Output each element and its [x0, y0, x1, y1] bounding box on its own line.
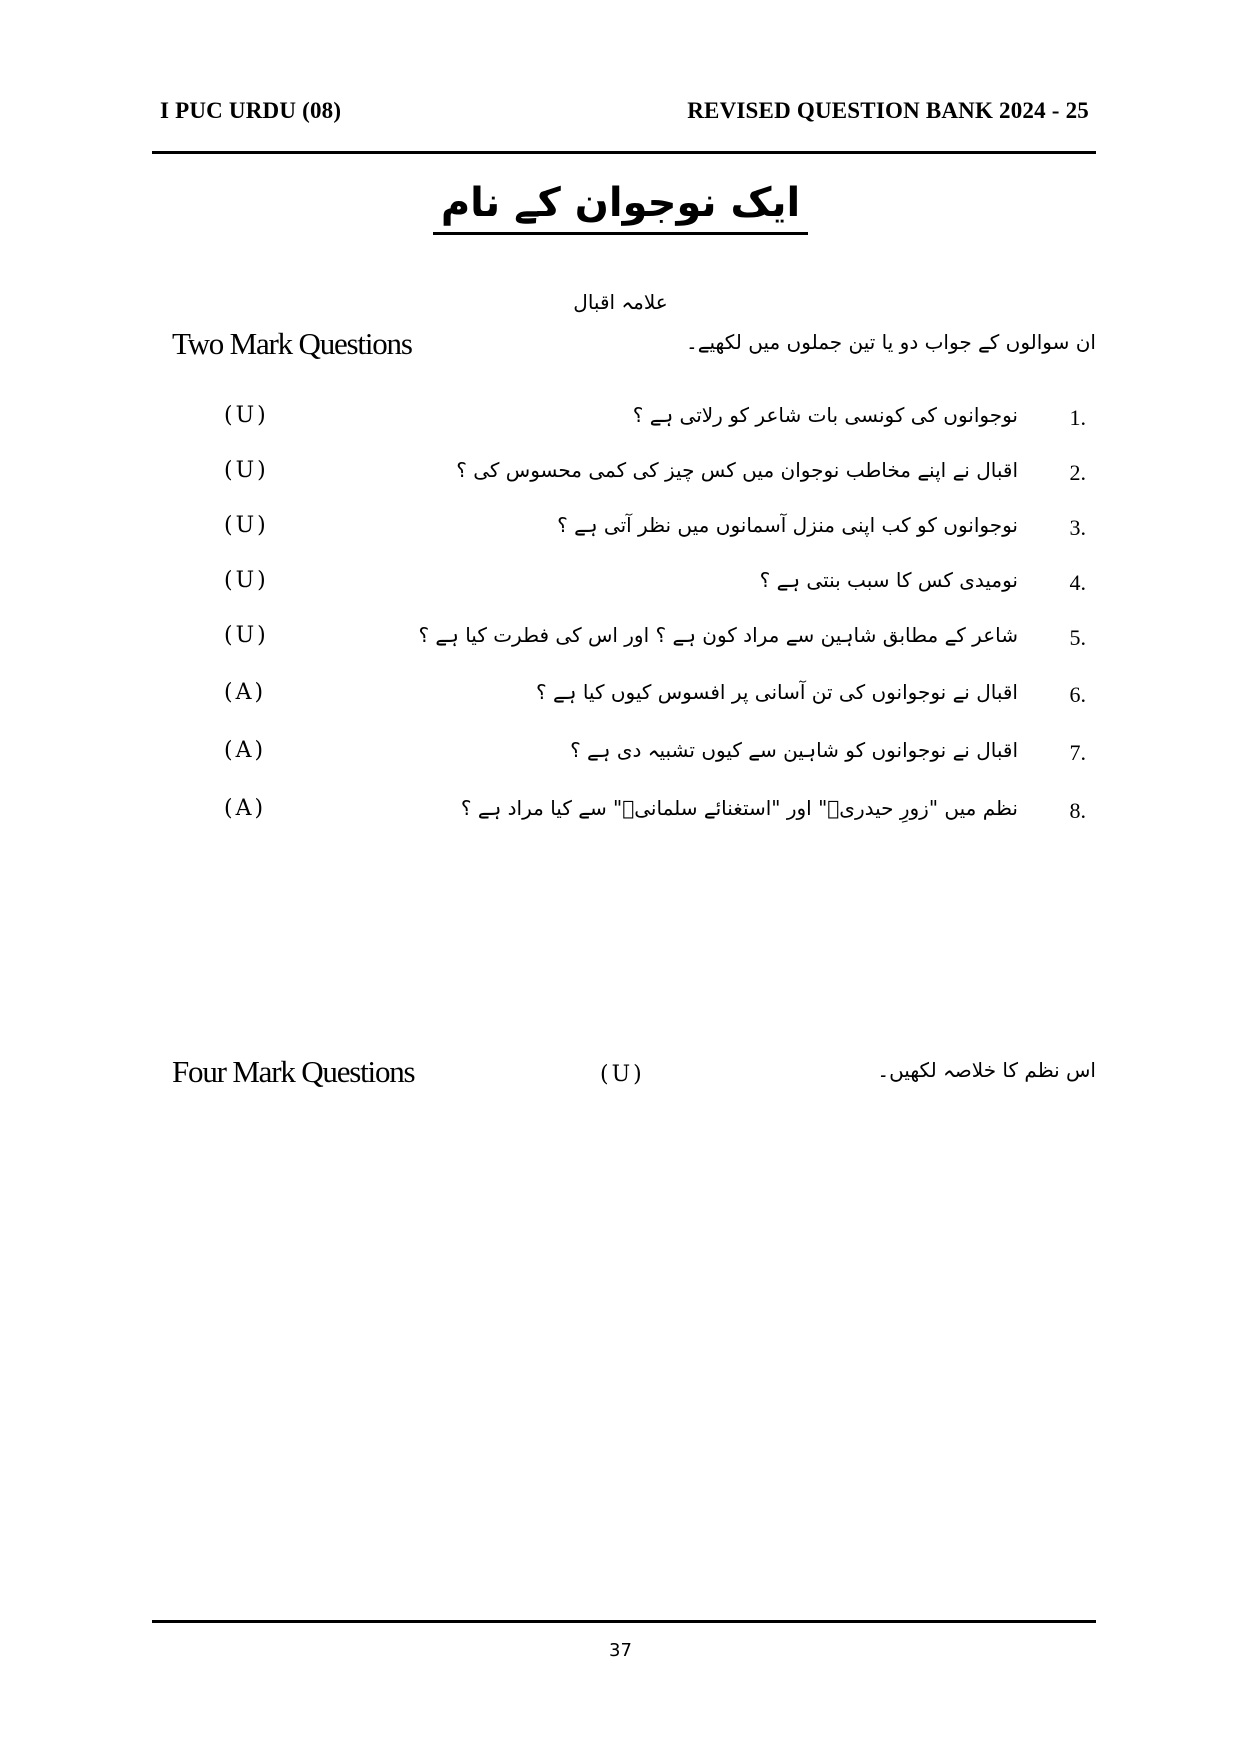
question-number: 8. — [1069, 798, 1086, 823]
question-text: شاعر کے مطابق شاہین سے مراد کون ہے ؟ اور اس کی فطرت کیا ہے ؟ — [418, 623, 1018, 647]
four-mark-heading: Four Mark Questions — [172, 1054, 415, 1089]
question-number: 4. — [1069, 570, 1086, 595]
question-row — [152, 458, 1096, 498]
two-mark-instruction: ان سوالوں کے جواب دو یا تین جملوں میں لکھیے۔ — [686, 330, 1096, 354]
header-divider — [152, 151, 1096, 154]
footer-divider — [152, 1620, 1096, 1623]
four-mark-instruction: اس نظم کا خلاصہ لکھیں۔ — [877, 1058, 1096, 1082]
question-level: (U) — [224, 623, 269, 648]
question-level: (A) — [224, 680, 267, 705]
question-level: (U) — [224, 513, 269, 538]
header-course-title: I PUC URDU (08) — [160, 98, 342, 123]
question-text: نوجوانوں کو کب اپنی منزل آسمانوں میں نظر آتی ہے ؟ — [557, 513, 1018, 537]
question-row — [152, 796, 1096, 836]
question-text: نوجوانوں کی کونسی بات شاعر کو رلاتی ہے ؟ — [632, 403, 1018, 427]
page-number: 37 — [609, 1640, 632, 1661]
four-mark-level: (U) — [600, 1062, 645, 1087]
question-row — [152, 568, 1096, 608]
question-text: نومیدی کس کا سبب بنتی ہے ؟ — [759, 568, 1018, 592]
question-row — [152, 513, 1096, 553]
question-text: نظم میں "زورِ حیدریؓ" اور "استغنائے سلمانیؓ" سے کیا مراد ہے ؟ — [460, 796, 1018, 820]
question-level: (A) — [224, 796, 267, 821]
two-mark-heading: Two Mark Questions — [172, 326, 412, 361]
poet-name: علامہ اقبال — [573, 290, 668, 314]
question-text: اقبال نے نوجوانوں کو شاہین سے کیوں تشبیہ دی ہے ؟ — [570, 738, 1018, 762]
question-level: (A) — [224, 738, 267, 763]
question-text: اقبال نے نوجوانوں کی تن آسانی پر افسوس کیوں کیا ہے ؟ — [536, 680, 1018, 704]
question-text: اقبال نے اپنے مخاطب نوجوان میں کس چیز کی کمی محسوس کی ؟ — [456, 458, 1018, 482]
question-row — [152, 623, 1096, 663]
poem-title-wrapper — [0, 180, 1241, 235]
question-number: 1. — [1069, 405, 1086, 430]
poem-title: ایک نوجوان کے نام — [433, 180, 808, 235]
question-row — [152, 738, 1096, 778]
question-level: (U) — [224, 403, 269, 428]
question-number: 3. — [1069, 515, 1086, 540]
question-number: 2. — [1069, 460, 1086, 485]
question-level: (U) — [224, 568, 269, 593]
question-row — [152, 680, 1096, 720]
question-level: (U) — [224, 458, 269, 483]
question-number: 5. — [1069, 625, 1086, 650]
question-row — [152, 403, 1096, 443]
question-number: 6. — [1069, 682, 1086, 707]
header-question-bank-title: REVISED QUESTION BANK 2024 - 25 — [687, 98, 1089, 123]
question-number: 7. — [1069, 740, 1086, 765]
